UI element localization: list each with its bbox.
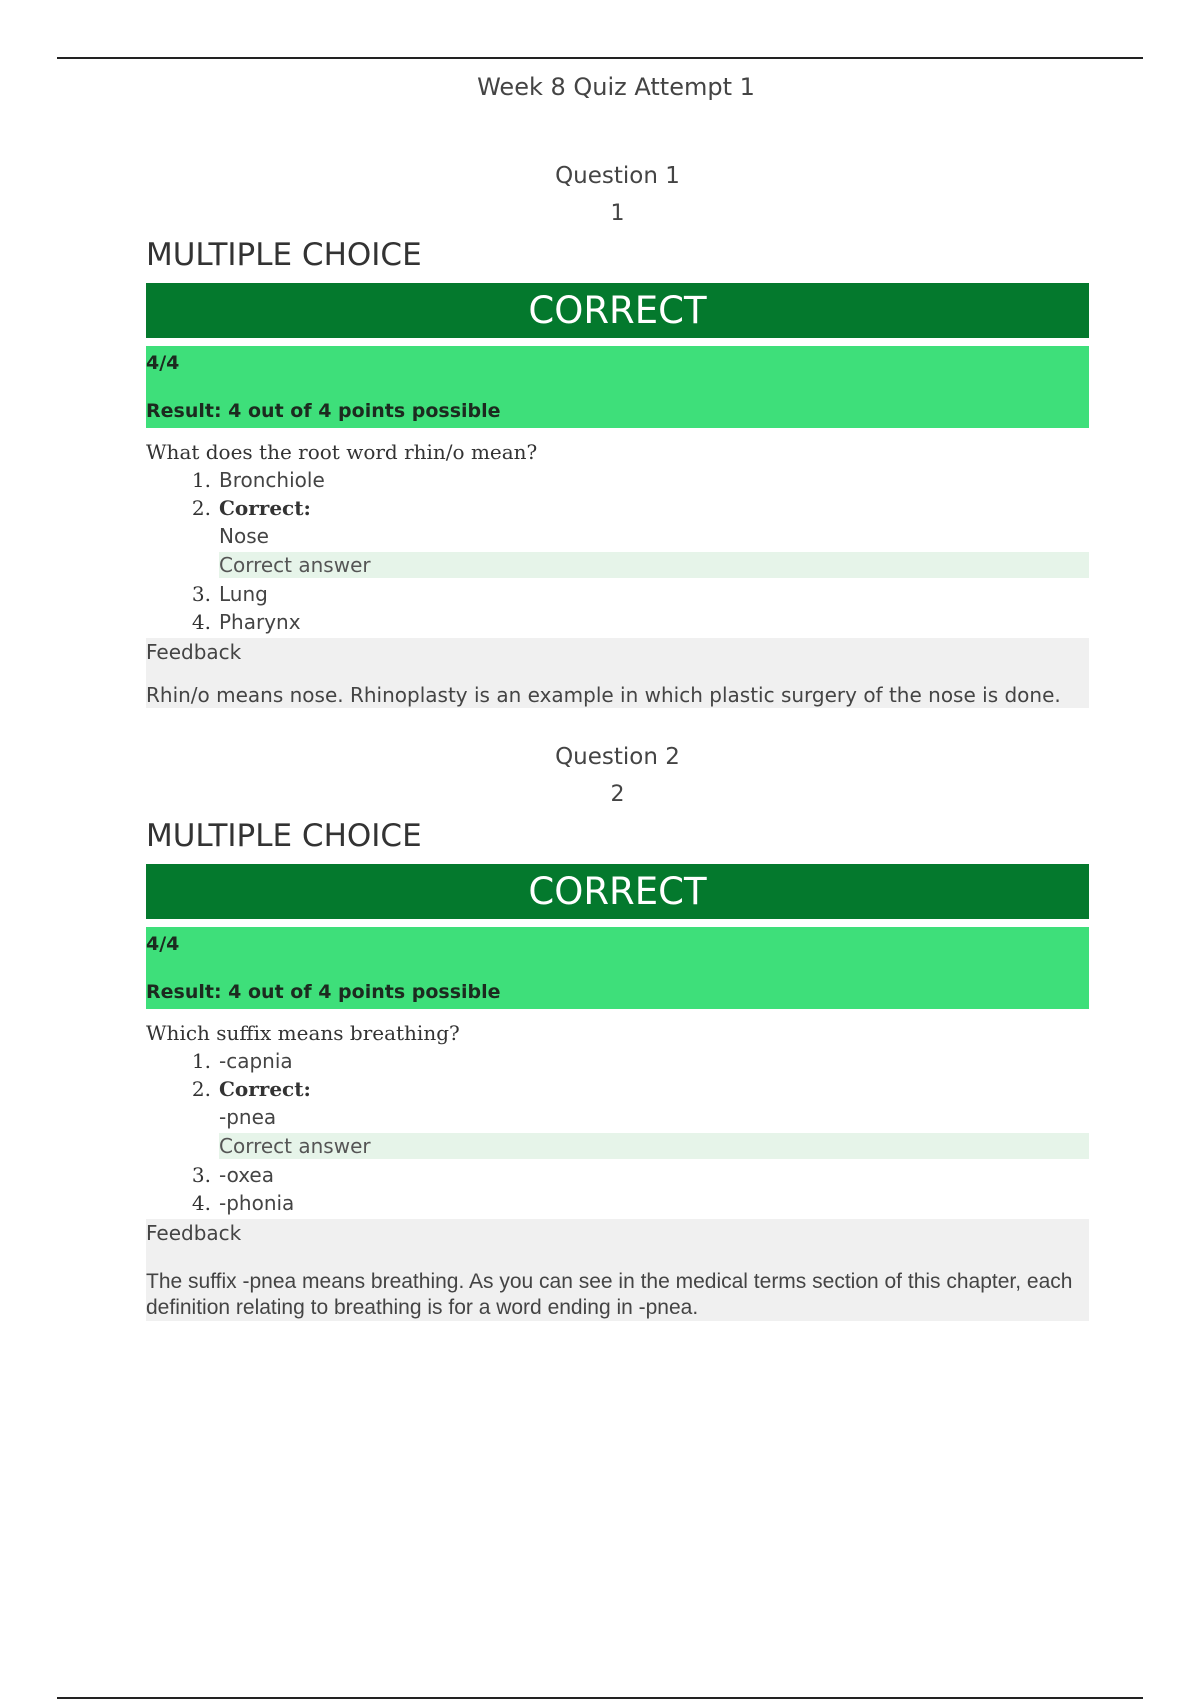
correct-label: Correct:	[219, 1077, 311, 1101]
status-banner: CORRECT	[146, 283, 1089, 338]
result-text: Result: 4 out of 4 points possible	[146, 400, 501, 422]
correct-answer-note: Correct answer	[219, 1133, 1089, 1159]
option-text: Lung	[219, 582, 268, 606]
document-title: Week 8 Quiz Attempt 1	[477, 73, 755, 101]
score-box	[146, 346, 1089, 428]
option-text: -capnia	[219, 1049, 293, 1073]
option-number: 3.	[191, 1163, 211, 1187]
question-prompt: What does the root word rhin/o mean?	[146, 440, 538, 464]
question-heading: Question 2	[555, 744, 680, 770]
score-value: 4/4	[146, 352, 180, 374]
option-number: 4.	[191, 610, 211, 634]
score-value: 4/4	[146, 933, 180, 955]
feedback-text: The suffix -pnea means breathing. As you can see in the medical terms section of this chapter, each definition relating to breathing is for a word ending in -pnea.	[146, 1270, 1073, 1319]
correct-answer-note: Correct answer	[219, 552, 1089, 578]
answer-option[interactable]	[191, 1047, 1089, 1075]
option-number: 1.	[191, 1049, 211, 1073]
feedback-text: Rhin/o means nose. Rhinoplasty is an example in which plastic surgery of the nose is done.	[146, 683, 1061, 707]
correct-label: Correct:	[219, 496, 311, 520]
option-text: Bronchiole	[219, 468, 325, 492]
answer-option[interactable]	[191, 580, 1089, 608]
answer-options	[146, 1047, 1089, 1217]
question-block	[146, 738, 1089, 1321]
option-text: Nose	[219, 524, 269, 548]
question-number: 2	[610, 782, 625, 807]
score-box	[146, 927, 1089, 1009]
feedback-box	[146, 638, 1089, 708]
answer-option-correct[interactable]	[191, 1075, 1089, 1159]
question-block	[146, 157, 1089, 708]
question-number: 1	[610, 201, 625, 226]
option-number: 1.	[191, 468, 211, 492]
answer-option[interactable]	[191, 608, 1089, 636]
option-number: 4.	[191, 1191, 211, 1215]
option-text: Pharynx	[219, 610, 301, 634]
feedback-label: Feedback	[146, 1221, 242, 1245]
status-banner: CORRECT	[146, 864, 1089, 919]
result-text: Result: 4 out of 4 points possible	[146, 981, 501, 1003]
option-text: -oxea	[219, 1163, 274, 1187]
question-type: MULTIPLE CHOICE	[146, 818, 422, 854]
answer-option[interactable]	[191, 1161, 1089, 1189]
question-heading: Question 1	[555, 163, 680, 189]
option-text: -pnea	[219, 1105, 277, 1129]
question-prompt: Which suffix means breathing?	[146, 1021, 460, 1045]
option-text: -phonia	[219, 1191, 295, 1215]
answer-option-correct[interactable]	[191, 494, 1089, 578]
question-type: MULTIPLE CHOICE	[146, 237, 422, 273]
option-number: 2.	[191, 1077, 211, 1101]
answer-options	[146, 466, 1089, 636]
answer-option[interactable]	[191, 1189, 1089, 1217]
answer-option[interactable]	[191, 466, 1089, 494]
option-number: 2.	[191, 496, 211, 520]
bottom-rule	[57, 1697, 1143, 1699]
top-rule	[57, 57, 1143, 59]
option-number: 3.	[191, 582, 211, 606]
feedback-label: Feedback	[146, 640, 242, 664]
feedback-box	[146, 1219, 1089, 1321]
